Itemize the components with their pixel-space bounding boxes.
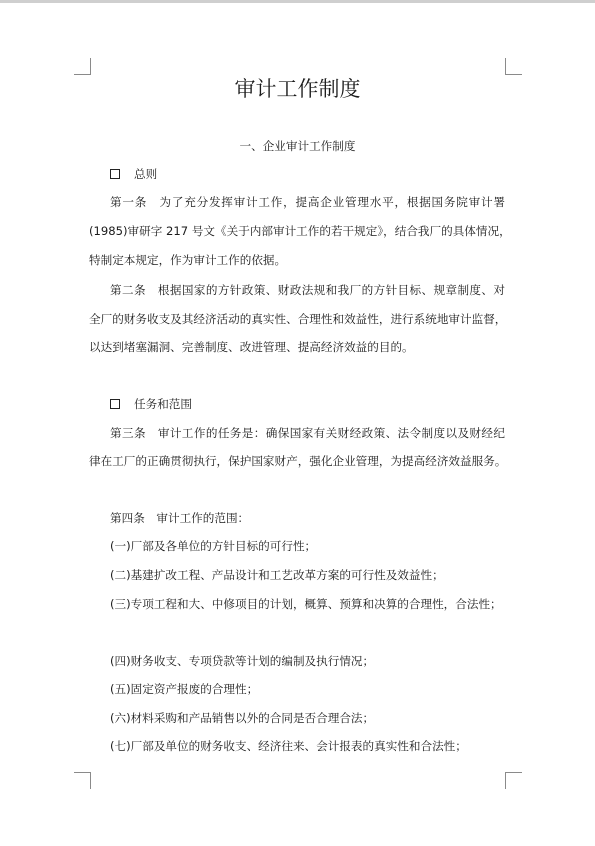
list-item: (六)材料采购和产品销售以外的合同是否合理合法；	[110, 711, 375, 725]
crop-mark-bottom-left	[74, 772, 91, 789]
checkbox-icon	[110, 169, 120, 179]
list-item: (二)基建扩改工程、产品设计和工艺改革方案的可行性及效益性；	[110, 568, 444, 582]
subheading-tasks	[110, 397, 192, 411]
section-heading: 一、企业审计工作制度	[239, 139, 356, 153]
list-item: (七)厂部及单位的财务收支、经济往来、会计报表的真实性和合法性；	[110, 739, 467, 753]
article-2-line-3: 以达到堵塞漏洞、完善制度、改进管理、提高经济效益的目的。	[89, 340, 414, 354]
document-title: 审计工作制度	[234, 77, 361, 101]
article-2-line-1: 第二条 根据国家的方针政策、财政法规和我厂的方针目标、规章制度、对	[110, 283, 505, 297]
article-3-line-2: 律在工厂的正确贯彻执行，保护国家财产，强化企业管理，为提高经济效益服务。	[89, 454, 507, 468]
window-top-edge	[0, 0, 595, 3]
article-1-line-2: (1985)审研字 217 号文《关于内部审计工作的若干规定》，结合我厂的具体情况，	[89, 224, 511, 238]
article-3-line-1: 第三条 审计工作的任务是：确保国家有关财经政策、法令制度以及财经纪	[110, 426, 505, 440]
subheading-general	[110, 167, 157, 181]
subheading-tasks-label: 任务和范围	[134, 397, 192, 411]
checkbox-icon	[110, 399, 120, 409]
crop-mark-bottom-right	[505, 772, 522, 789]
article-1-line-1: 第一条 为了充分发挥审计工作，提高企业管理水平，根据国务院审计署	[110, 195, 505, 209]
article-1-line-3: 特制定本规定，作为审计工作的依据。	[89, 253, 287, 267]
list-item: (一)厂部及各单位的方针目标的可行性；	[110, 539, 317, 553]
crop-mark-top-right	[505, 58, 522, 75]
article-2-line-2: 全厂的财务收支及其经济活动的真实性、合理性和效益性，进行系统地审计监督，	[89, 312, 507, 326]
list-item: (五)固定资产报废的合理性；	[110, 682, 259, 696]
article-4-heading: 第四条 审计工作的范围：	[110, 511, 250, 525]
crop-mark-top-left	[74, 58, 91, 75]
subheading-general-label: 总则	[134, 167, 158, 181]
list-item: (四)财务收支、专项贷款等计划的编制及执行情况；	[110, 654, 375, 668]
list-item: (三)专项工程和大、中修项目的计划，概算、预算和决算的合理性，合法性；	[110, 597, 502, 611]
